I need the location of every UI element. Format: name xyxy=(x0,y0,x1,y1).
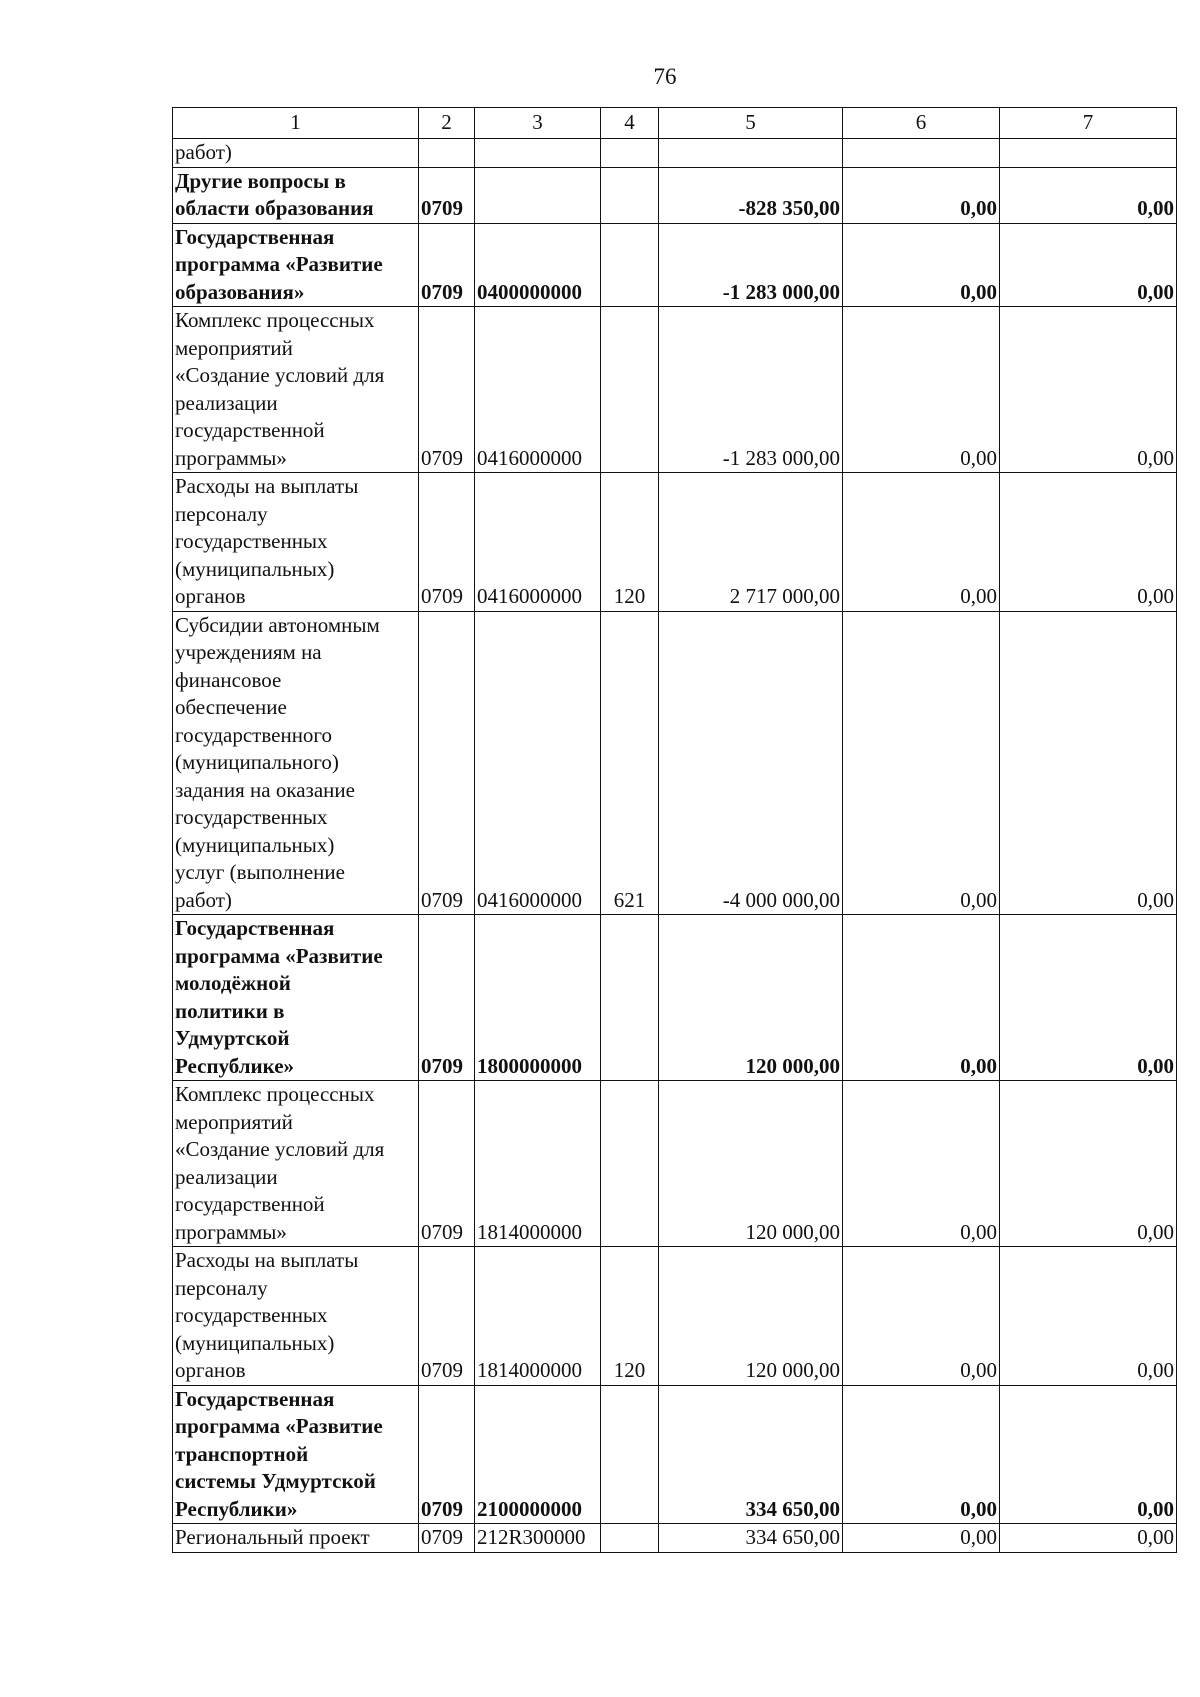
expense-type-code-cell xyxy=(601,167,659,223)
amount-col6-cell xyxy=(843,139,1000,168)
table-header-row xyxy=(173,108,1177,139)
section-code-cell: 0709 xyxy=(419,167,475,223)
amount-col6-cell: 0,00 xyxy=(843,473,1000,612)
row-name-cell: Региональный проект xyxy=(173,1524,419,1553)
amount-col5-cell: -828 350,00 xyxy=(659,167,843,223)
column-header: 3 xyxy=(475,108,601,139)
amount-col5-cell: 334 650,00 xyxy=(659,1524,843,1553)
amount-col6-cell: 0,00 xyxy=(843,915,1000,1081)
row-name-cell: Государственная программа «Развитие транспортной системы Удмуртской Республики» xyxy=(173,1385,419,1524)
table-row xyxy=(173,1081,1177,1247)
row-name-cell: Государственная программа «Развитие образования» xyxy=(173,223,419,307)
amount-col5-cell: -1 283 000,00 xyxy=(659,307,843,473)
row-name-cell: Комплекс процессных мероприятий «Создание условий для реализации государственной программы» xyxy=(173,307,419,473)
amount-col7-cell: 0,00 xyxy=(1000,611,1177,915)
amount-col7-cell: 0,00 xyxy=(1000,915,1177,1081)
amount-col6-cell: 0,00 xyxy=(843,1247,1000,1386)
amount-col5-cell: 120 000,00 xyxy=(659,915,843,1081)
column-header: 2 xyxy=(419,108,475,139)
row-name-cell: Расходы на выплаты персоналу государственных (муниципальных) органов xyxy=(173,1247,419,1386)
amount-col7-cell: 0,00 xyxy=(1000,1081,1177,1247)
amount-col5-cell: 334 650,00 xyxy=(659,1385,843,1524)
expense-type-code-cell xyxy=(601,307,659,473)
section-code-cell: 0709 xyxy=(419,223,475,307)
target-item-code-cell: 0416000000 xyxy=(475,473,601,612)
table-row xyxy=(173,611,1177,915)
table-row xyxy=(173,1385,1177,1524)
expense-type-code-cell xyxy=(601,1081,659,1247)
section-code-cell xyxy=(419,139,475,168)
amount-col6-cell: 0,00 xyxy=(843,307,1000,473)
target-item-code-cell: 0400000000 xyxy=(475,223,601,307)
expense-type-code-cell xyxy=(601,223,659,307)
amount-col5-cell: -4 000 000,00 xyxy=(659,611,843,915)
section-code-cell: 0709 xyxy=(419,1524,475,1553)
expense-type-code-cell: 120 xyxy=(601,473,659,612)
column-header: 7 xyxy=(1000,108,1177,139)
table-row xyxy=(173,473,1177,612)
section-code-cell: 0709 xyxy=(419,611,475,915)
section-code-cell: 0709 xyxy=(419,1385,475,1524)
section-code-cell: 0709 xyxy=(419,915,475,1081)
target-item-code-cell xyxy=(475,167,601,223)
page-number: 76 xyxy=(653,64,677,89)
expense-type-code-cell xyxy=(601,915,659,1081)
section-code-cell: 0709 xyxy=(419,473,475,612)
expense-type-code-cell: 621 xyxy=(601,611,659,915)
column-header: 4 xyxy=(601,108,659,139)
target-item-code-cell: 1814000000 xyxy=(475,1247,601,1386)
amount-col7-cell: 0,00 xyxy=(1000,167,1177,223)
amount-col5-cell xyxy=(659,139,843,168)
target-item-code-cell: 1800000000 xyxy=(475,915,601,1081)
row-name-cell: Комплекс процессных мероприятий «Создание условий для реализации государственной программы» xyxy=(173,1081,419,1247)
target-item-code-cell: 212R300000 xyxy=(475,1524,601,1553)
amount-col7-cell: 0,00 xyxy=(1000,1385,1177,1524)
expense-type-code-cell: 120 xyxy=(601,1247,659,1386)
row-name-cell: Другие вопросы в области образования xyxy=(173,167,419,223)
table-row xyxy=(173,139,1177,168)
table-row xyxy=(173,1247,1177,1386)
amount-col6-cell: 0,00 xyxy=(843,611,1000,915)
section-code-cell: 0709 xyxy=(419,1247,475,1386)
table-row xyxy=(173,223,1177,307)
expense-type-code-cell xyxy=(601,139,659,168)
table-row xyxy=(173,1524,1177,1553)
table-row xyxy=(173,167,1177,223)
section-code-cell: 0709 xyxy=(419,307,475,473)
expense-type-code-cell xyxy=(601,1385,659,1524)
amount-col5-cell: 120 000,00 xyxy=(659,1081,843,1247)
budget-table xyxy=(172,107,1177,1553)
table-row xyxy=(173,915,1177,1081)
amount-col6-cell: 0,00 xyxy=(843,1081,1000,1247)
amount-col6-cell: 0,00 xyxy=(843,1524,1000,1553)
amount-col5-cell: 120 000,00 xyxy=(659,1247,843,1386)
row-name-cell: Государственная программа «Развитие молодёжной политики в Удмуртской Республике» xyxy=(173,915,419,1081)
target-item-code-cell: 0416000000 xyxy=(475,611,601,915)
column-header: 6 xyxy=(843,108,1000,139)
amount-col5-cell: 2 717 000,00 xyxy=(659,473,843,612)
row-name-cell: Расходы на выплаты персоналу государственных (муниципальных) органов xyxy=(173,473,419,612)
row-name-cell: Субсидии автономным учреждениям на финансовое обеспечение государственного (муниципального) задания на оказание государственных (муниципальных) услуг (выполнение работ) xyxy=(173,611,419,915)
target-item-code-cell: 1814000000 xyxy=(475,1081,601,1247)
amount-col7-cell: 0,00 xyxy=(1000,307,1177,473)
section-code-cell: 0709 xyxy=(419,1081,475,1247)
target-item-code-cell: 0416000000 xyxy=(475,307,601,473)
amount-col7-cell: 0,00 xyxy=(1000,473,1177,612)
amount-col6-cell: 0,00 xyxy=(843,167,1000,223)
column-header: 1 xyxy=(173,108,419,139)
amount-col6-cell: 0,00 xyxy=(843,1385,1000,1524)
expense-type-code-cell xyxy=(601,1524,659,1553)
amount-col7-cell xyxy=(1000,139,1177,168)
amount-col7-cell: 0,00 xyxy=(1000,1524,1177,1553)
amount-col6-cell: 0,00 xyxy=(843,223,1000,307)
amount-col5-cell: -1 283 000,00 xyxy=(659,223,843,307)
row-name-cell: работ) xyxy=(173,139,419,168)
column-header: 5 xyxy=(659,108,843,139)
target-item-code-cell xyxy=(475,139,601,168)
amount-col7-cell: 0,00 xyxy=(1000,1247,1177,1386)
amount-col7-cell: 0,00 xyxy=(1000,223,1177,307)
target-item-code-cell: 2100000000 xyxy=(475,1385,601,1524)
table-row xyxy=(173,307,1177,473)
